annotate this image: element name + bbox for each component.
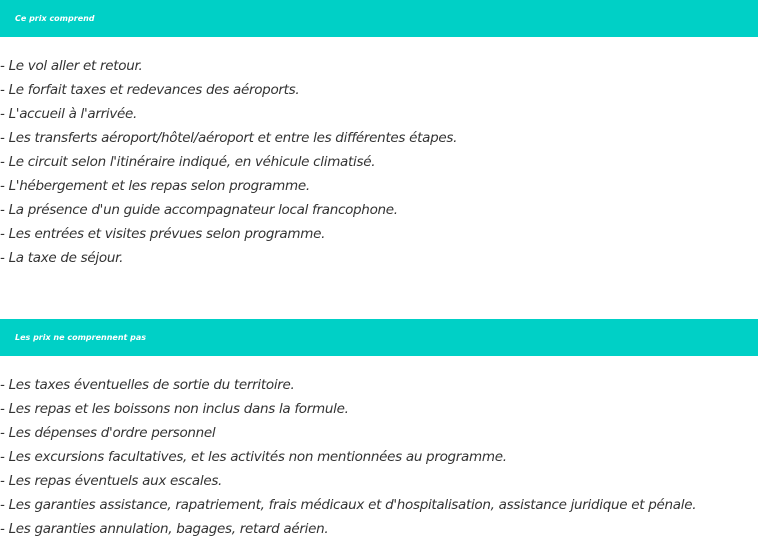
list-item: - Les taxes éventuelles de sortie du territoire. [0, 377, 295, 393]
list-item: - Le vol aller et retour. [0, 58, 143, 74]
section-header-included: Ce prix comprend [0, 0, 758, 37]
list-item: - Les transferts aéroport/hôtel/aéroport et entre les différentes étapes. [0, 130, 458, 146]
list-item: - Les garanties annulation, bagages, retard aérien. [0, 521, 329, 537]
list-item: - Le forfait taxes et redevances des aéroports. [0, 82, 300, 98]
section-header-not-included: Les prix ne comprennent pas [0, 319, 758, 356]
list-item: - Le circuit selon l'itinéraire indiqué, en véhicule climatisé. [0, 154, 376, 170]
list-item: - La taxe de séjour. [0, 250, 124, 266]
list-item: - Les repas et les boissons non inclus dans la formule. [0, 401, 349, 417]
list-item: - Les dépenses d'ordre personnel [0, 425, 216, 441]
included-list [0, 54, 457, 270]
list-item: - Les repas éventuels aux escales. [0, 473, 223, 489]
list-item: - Les entrées et visites prévues selon programme. [0, 226, 326, 242]
list-item: - Les excursions facultatives, et les activités non mentionnées au programme. [0, 449, 507, 465]
list-item: - L'accueil à l'arrivée. [0, 106, 138, 122]
list-item: - L'hébergement et les repas selon programme. [0, 178, 310, 194]
list-item: - Les garanties assistance, rapatriement, frais médicaux et d'hospitalisation, assistance juridique et pénale. [0, 497, 697, 513]
not-included-list [0, 373, 696, 541]
list-item: - La présence d'un guide accompagnateur local francophone. [0, 202, 398, 218]
